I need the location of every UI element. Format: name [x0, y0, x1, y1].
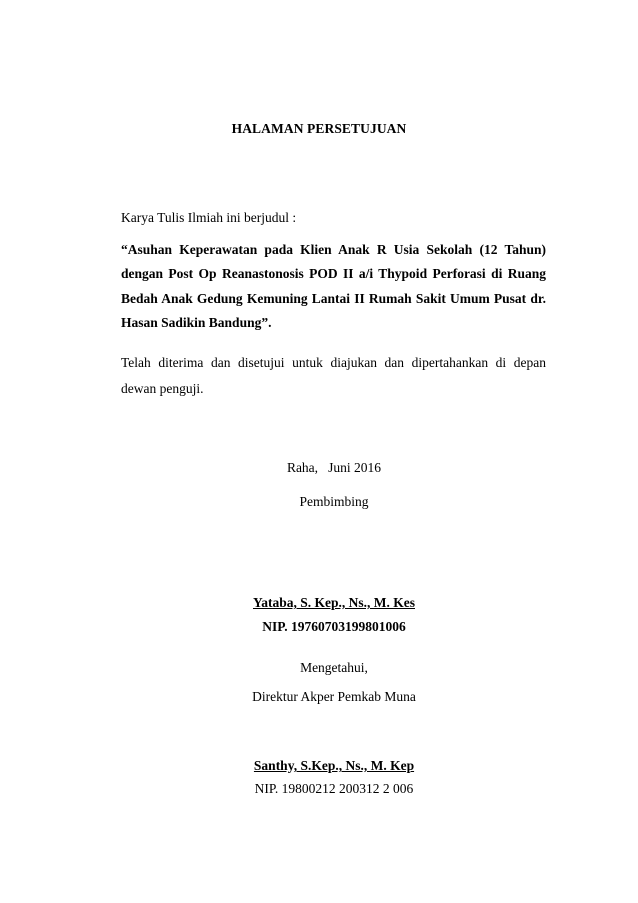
director-nip: NIP. 19800212 200312 2 006	[254, 781, 414, 796]
acknowledged-label: Mengetahui,	[300, 660, 368, 675]
advisor-nip: NIP. 19760703199801006	[262, 619, 406, 634]
advisor-role: Pembimbing	[299, 494, 369, 509]
advisor-name: Yataba, S. Kep., Ns., M. Kes	[252, 595, 415, 610]
director-name: Santhy, S.Kep., Ns., M. Kep	[253, 758, 415, 773]
intro-text: Karya Tulis Ilmiah ini berjudul :	[121, 210, 297, 225]
page-title: HALAMAN PERSETUJUAN	[231, 121, 407, 136]
thesis-title: “Asuhan Keperawatan pada Klien Anak R Usia Sekolah (12 Tahun) dengan Post Op Reanastonosis POD II a/i Thypoid Perforasi di Ruang Bedah Anak Gedung Kemuning Lantai II Rumah Sakit Umum Pusat dr. Hasan Sadikin Bandung”.	[121, 242, 546, 330]
approval-statement: Telah diterima dan disetujui untuk diajukan dan dipertahankan di depan dewan penguji.	[121, 355, 546, 396]
place-date: Raha, Juni 2016	[286, 460, 382, 475]
director-title: Direktur Akper Pemkab Muna	[252, 689, 416, 704]
